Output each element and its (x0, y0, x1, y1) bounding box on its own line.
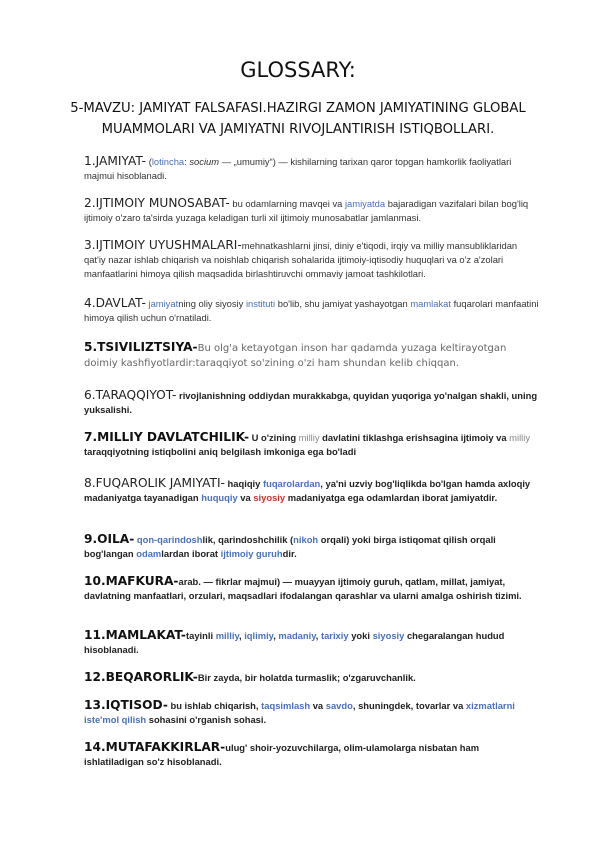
link-milliy[interactable]: milliy (215, 630, 239, 641)
link-instituti[interactable]: instituti (245, 298, 276, 309)
link-nikoh[interactable]: nikoh (293, 534, 319, 545)
entry-text: davlatini tiklashga erishsagina ijtimoiy va (319, 432, 510, 443)
link-huquqiy[interactable]: huquqiy (201, 492, 238, 503)
entry-iqtisod (84, 698, 540, 727)
entry-text: yoki (348, 630, 373, 641)
entry-beqarorlik (84, 670, 540, 685)
link-madaniy[interactable]: madaniy (278, 630, 316, 641)
entry-text: , (238, 630, 245, 641)
entry-text: madaniyatga ega odamlardan iborat jamiyatdir. (285, 492, 498, 503)
link-lotincha[interactable]: lotincha (151, 156, 185, 167)
link-jamiyatda[interactable]: jamiyatda (344, 198, 386, 209)
link-ijtimoiy-guruh[interactable]: ijtimoiy guruh (220, 548, 283, 559)
entry-text: va (237, 492, 254, 503)
link-siyosiy[interactable]: siyosiy (253, 492, 286, 503)
entry-term: 2.IJTIMOIY MUNOSABAT- (84, 196, 230, 210)
entry-text: taraqqiyotning istiqbolini aniq belgilash imkoniga ega bo'ladi (84, 446, 357, 457)
entry-text: rivojlanishning oddiydan murakkabga, quyidan yuqoriga yo'nalgan shakli, uning yuksalishi. (84, 390, 538, 415)
entry-text: dir. (282, 548, 297, 559)
entry-term: 3.IJTIMOIY UYUSHMALARI- (84, 238, 242, 252)
entry-term: 6.TARAQQIYOT- (84, 388, 177, 402)
entry-term: 4.DAVLAT- (84, 296, 146, 310)
entry-text: , (315, 630, 321, 641)
link-fuqarolardan[interactable]: fuqarolardan (262, 478, 321, 489)
glossary-title: GLOSSARY: (240, 58, 356, 82)
entry-term: 8.FUQAROLIK JAMIYATI- (84, 476, 225, 490)
entry-tsiviliztsiya (84, 340, 540, 371)
entry-text: tayinli (185, 630, 216, 641)
link-milliy[interactable]: milliy (509, 432, 531, 443)
entry-milliy-davlatchilik (84, 430, 540, 459)
entry-term: 1.JAMIYAT- (84, 154, 147, 168)
entry-mafkura (84, 574, 540, 603)
entry-text: ning oliy siyosiy (178, 298, 246, 309)
entry-text: haqiqiy (224, 478, 263, 489)
entry-term: 9.OILA- (84, 532, 135, 546)
entry-text: Bir zayda, bir holatda turmaslik; o'zgaruvchanlik. (197, 672, 416, 683)
entry-text: bu ishlab chiqarish, (167, 700, 262, 711)
link-xizmatlarni-istemol-qilish[interactable]: xizmatlarni iste'mol qilish (84, 700, 515, 725)
link-iqlimiy[interactable]: iqlimiy (244, 630, 274, 641)
entry-term: 11.MAMLAKAT- (84, 628, 186, 642)
link-taqsimlash[interactable]: taqsimlash (261, 700, 311, 711)
entry-text: socium (189, 156, 220, 167)
entry-text: mehnatkashlarni jinsi, diniy e'tiqodi, irqiy va milliy mansubliklaridan qat'iy nazar ishlab chiqarish va noishlab chiqarish sohalarida ijtimoiy-iqtisodiy huquqlari va o'z a'zolari manfaatlarini himoya qilish maqsadida birlashtiruvchi ommaviy jamoat tashkilotlari. (84, 240, 518, 279)
entry-term: 10.MAFKURA- (84, 574, 179, 588)
entry-term: 12.BEQARORLIK- (84, 670, 198, 684)
entry-text: sohasini o'rganish sohasi. (146, 714, 267, 725)
entry-ijtimoiy-uyushmalari (84, 238, 540, 281)
entry-mamlakat (84, 628, 540, 657)
entry-text: Bu olg'a ketayotgan inson har qadamda yuzaga keltirayotgan doimiy kashfiyotlardir:taraqqiyot so'zining o'zi ham shundan kelib chiqqan. (84, 343, 507, 369)
link-qon-qarindosh[interactable]: qon-qarindosh (134, 534, 203, 545)
link-jamiyat[interactable]: jamiyat (145, 298, 179, 309)
link-tarixiy[interactable]: tarixiy (320, 630, 349, 641)
entry-text: lik, qarindoshchilik ( (202, 534, 294, 545)
entry-mutafakkirlar (84, 740, 540, 769)
entry-text: ulug' shoir-yozuvchilarga, olim-ulamolarga nisbatan ham ishlatiladigan so'z hisoblanadi. (84, 742, 480, 767)
entry-jamiyat (84, 154, 540, 183)
entry-ijtimoiy-munosabat (84, 196, 540, 225)
entry-taraqqiyot (84, 388, 540, 417)
entry-text: va (310, 700, 326, 711)
entry-text: , (273, 630, 279, 641)
entry-text: ( (148, 156, 152, 167)
link-odam[interactable]: odam (136, 548, 162, 559)
entry-text: U o'zining (249, 432, 299, 443)
entry-text: , shuningdek, tovarlar va (352, 700, 466, 711)
entry-term: 7.MILLIY DAVLATCHILIK- (84, 430, 250, 444)
entry-text: : (184, 156, 190, 167)
entry-text: bu odamlarning mavqei va (229, 198, 345, 209)
entry-davlat (84, 296, 540, 325)
link-savdo[interactable]: savdo (325, 700, 353, 711)
topic-heading: 5-MAVZU: JAMIYAT FALSAFASI.HAZIRGI ZAMON JAMIYATINING GLOBAL MUAMMOLARI VA JAMIYATNI RIVOJLANTIRISH ISTIQBOLLARI. (70, 101, 526, 137)
entry-text: , ya'ni uzviy bog'liqlikda bo'lgan hamda axloqiy madaniyatga tayanadigan (84, 478, 531, 503)
entry-term: 13.IQTISOD- (84, 698, 168, 712)
entry-fuqarolik-jamiyati (84, 476, 540, 505)
entry-text: chegaralangan hudud hisoblanadi. (84, 630, 505, 655)
link-siyosiy[interactable]: siyosiy (372, 630, 405, 641)
entry-term: 14.MUTAFAKKIRLAR- (84, 740, 226, 754)
link-milliy[interactable]: milliy (298, 432, 320, 443)
entry-term: 5.TSIVILIZTSIYA- (84, 340, 198, 354)
entry-text: bajaradigan vazifalari bilan bog'liq ijtimoiy o'zaro ta'sirda yuzaga keladigan turli xil ijtimoiy munosabatlar jamlanmasi. (84, 198, 529, 223)
entry-text: lardan iborat (161, 548, 221, 559)
entry-text: arab. — fikrlar majmui) — muayyan ijtimoiy guruh, qatlam, millat, jamiyat, davlatning manfaatlari, orzulari, maqsadlari ifodalangan qarashlar va ularni amalga oshirish tizimi. (84, 576, 522, 601)
entry-oila (84, 532, 540, 561)
entry-text: fuqarolari manfaatini himoya qilish uchun o'rnatiladi. (84, 298, 539, 323)
entry-text: — „umumiy“) — kishilarning tarixan qaror topgan hamkorlik faoliyatlari majmui hisoblanadi. (84, 156, 512, 181)
entry-text: bo'lib, shu jamiyat yashayotgan (275, 298, 411, 309)
entry-text: orqali) yoki birga istiqomat qilish orqali bog'langan (84, 534, 496, 559)
link-mamlakat[interactable]: mamlakat (410, 298, 451, 309)
